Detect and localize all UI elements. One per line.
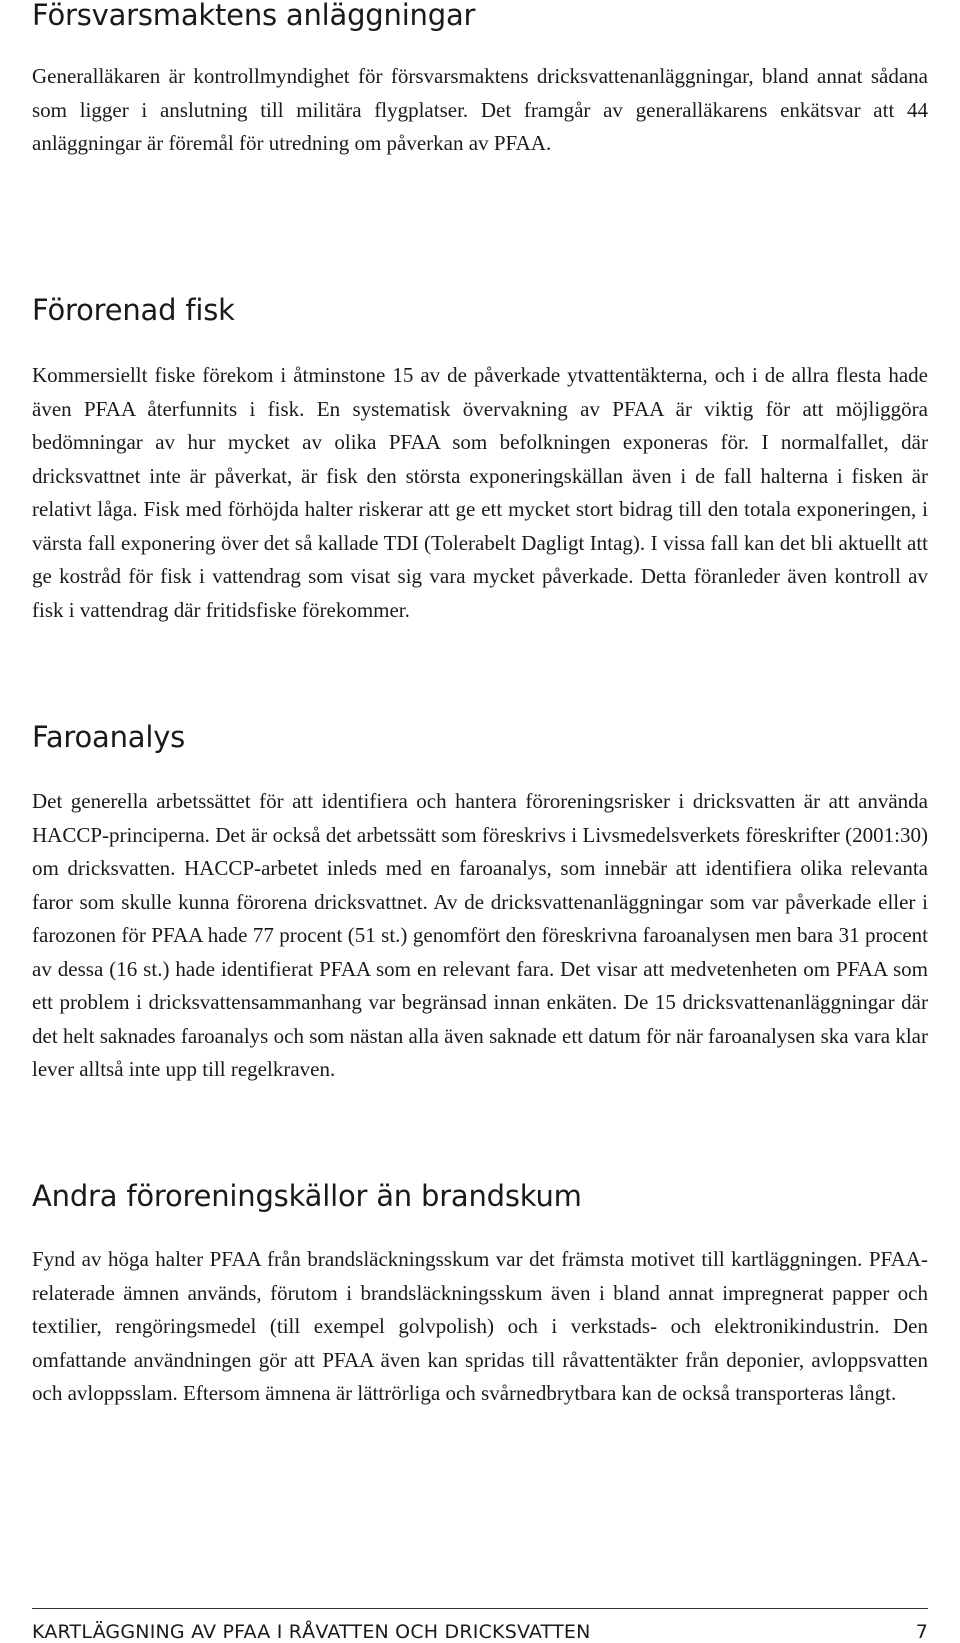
section-heading-forsvarsmakten: Försvarsmaktens anläggningar [32, 0, 476, 32]
page-number: 7 [915, 1621, 928, 1643]
section-heading-andra-kallor: Andra föroreningskällor än brandskum [32, 1179, 582, 1213]
section-heading-faroanalys: Faroanalys [32, 720, 186, 754]
section-heading-fisk: Förorenad fisk [32, 293, 235, 327]
footer-title: KARTLÄGGNING AV PFAA I RÅVATTEN OCH DRICKSVATTEN [32, 1621, 591, 1643]
page-footer [32, 1608, 928, 1643]
section-body-faroanalys: Det generella arbetssättet för att identifiera och hantera föroreningsrisker i dricksvatten är att använda HACCP-principerna. Det är också det arbetssätt som föreskrivs i Livsmedelsverkets föreskrifter (2001:30) om dricksvatten. HACCP-arbetet inleds med en faroanalys, som innebär att identifiera olika relevanta faror som skulle kunna förorena dricksvattnet. Av de dricksvattenanläggningar som var påverkade eller i farozonen för PFAA hade 77 procent (51 st.) genomfört den föreskrivna faroanalysen men bara 31 procent av dessa (16 st.) hade identifierat PFAA som en relevant fara. Det visar att medvetenheten om PFAA som ett problem i dricksvattensammanhang var begränsad innan enkäten. De 15 dricksvattenanläggningar där det helt saknades faroanalys och som nästan alla även saknade ett datum för när faroanalysen ska vara klar lever alltså inte upp till regelkraven. [32, 789, 928, 1081]
section-body-fisk: Kommersiellt fiske förekom i åtminstone 15 av de påverkade ytvattentäkterna, och i de allra flesta hade även PFAA återfunnits i fisk. En systematisk övervakning av PFAA är viktig för att möjliggöra bedömningar av hur mycket av olika PFAA som befolkningen exponeras för. I normalfallet, där dricksvattnet inte är påverkat, är fisk den största exponeringskällan även i de fall halterna i fisken är relativt låga. Fisk med förhöjda halter riskerar att ge ett mycket stort bidrag till den totala exponeringen, i värsta fall exponering över det så kallade TDI (Tolerabelt Dagligt Intag). I vissa fall kan det bli aktuellt att ge kostråd för fisk i vattendrag som visat sig vara mycket påverkade. Detta föranleder även kontroll av fisk i vattendrag där fritidsfiske förekommer. [32, 363, 928, 622]
section-body-andra-kallor: Fynd av höga halter PFAA från brandsläckningsskum var det främsta motivet till kartläggningen. PFAA-relaterade ämnen används, förutom i brandsläckningsskum även i bland annat impregnerat papper och textilier, rengöringsmedel (till exempel golvpolish) och i verkstads- och elektronikindustrin. Den omfattande användningen gör att PFAA även kan spridas till råvattentäkter från deponier, avloppsvatten och avloppsslam. Eftersom ämnena är lättrörliga och svårnedbrytbara kan de också transporteras långt. [32, 1247, 928, 1405]
section-body-forsvarsmakten: Generalläkaren är kontrollmyndighet för försvarsmaktens dricksvattenanläggningar, bland annat sådana som ligger i anslutning till militära flygplatser. Det framgår av generalläkarens enkätsvar att 44 anläggningar är föremål för utredning om påverkan av PFAA. [32, 64, 928, 155]
